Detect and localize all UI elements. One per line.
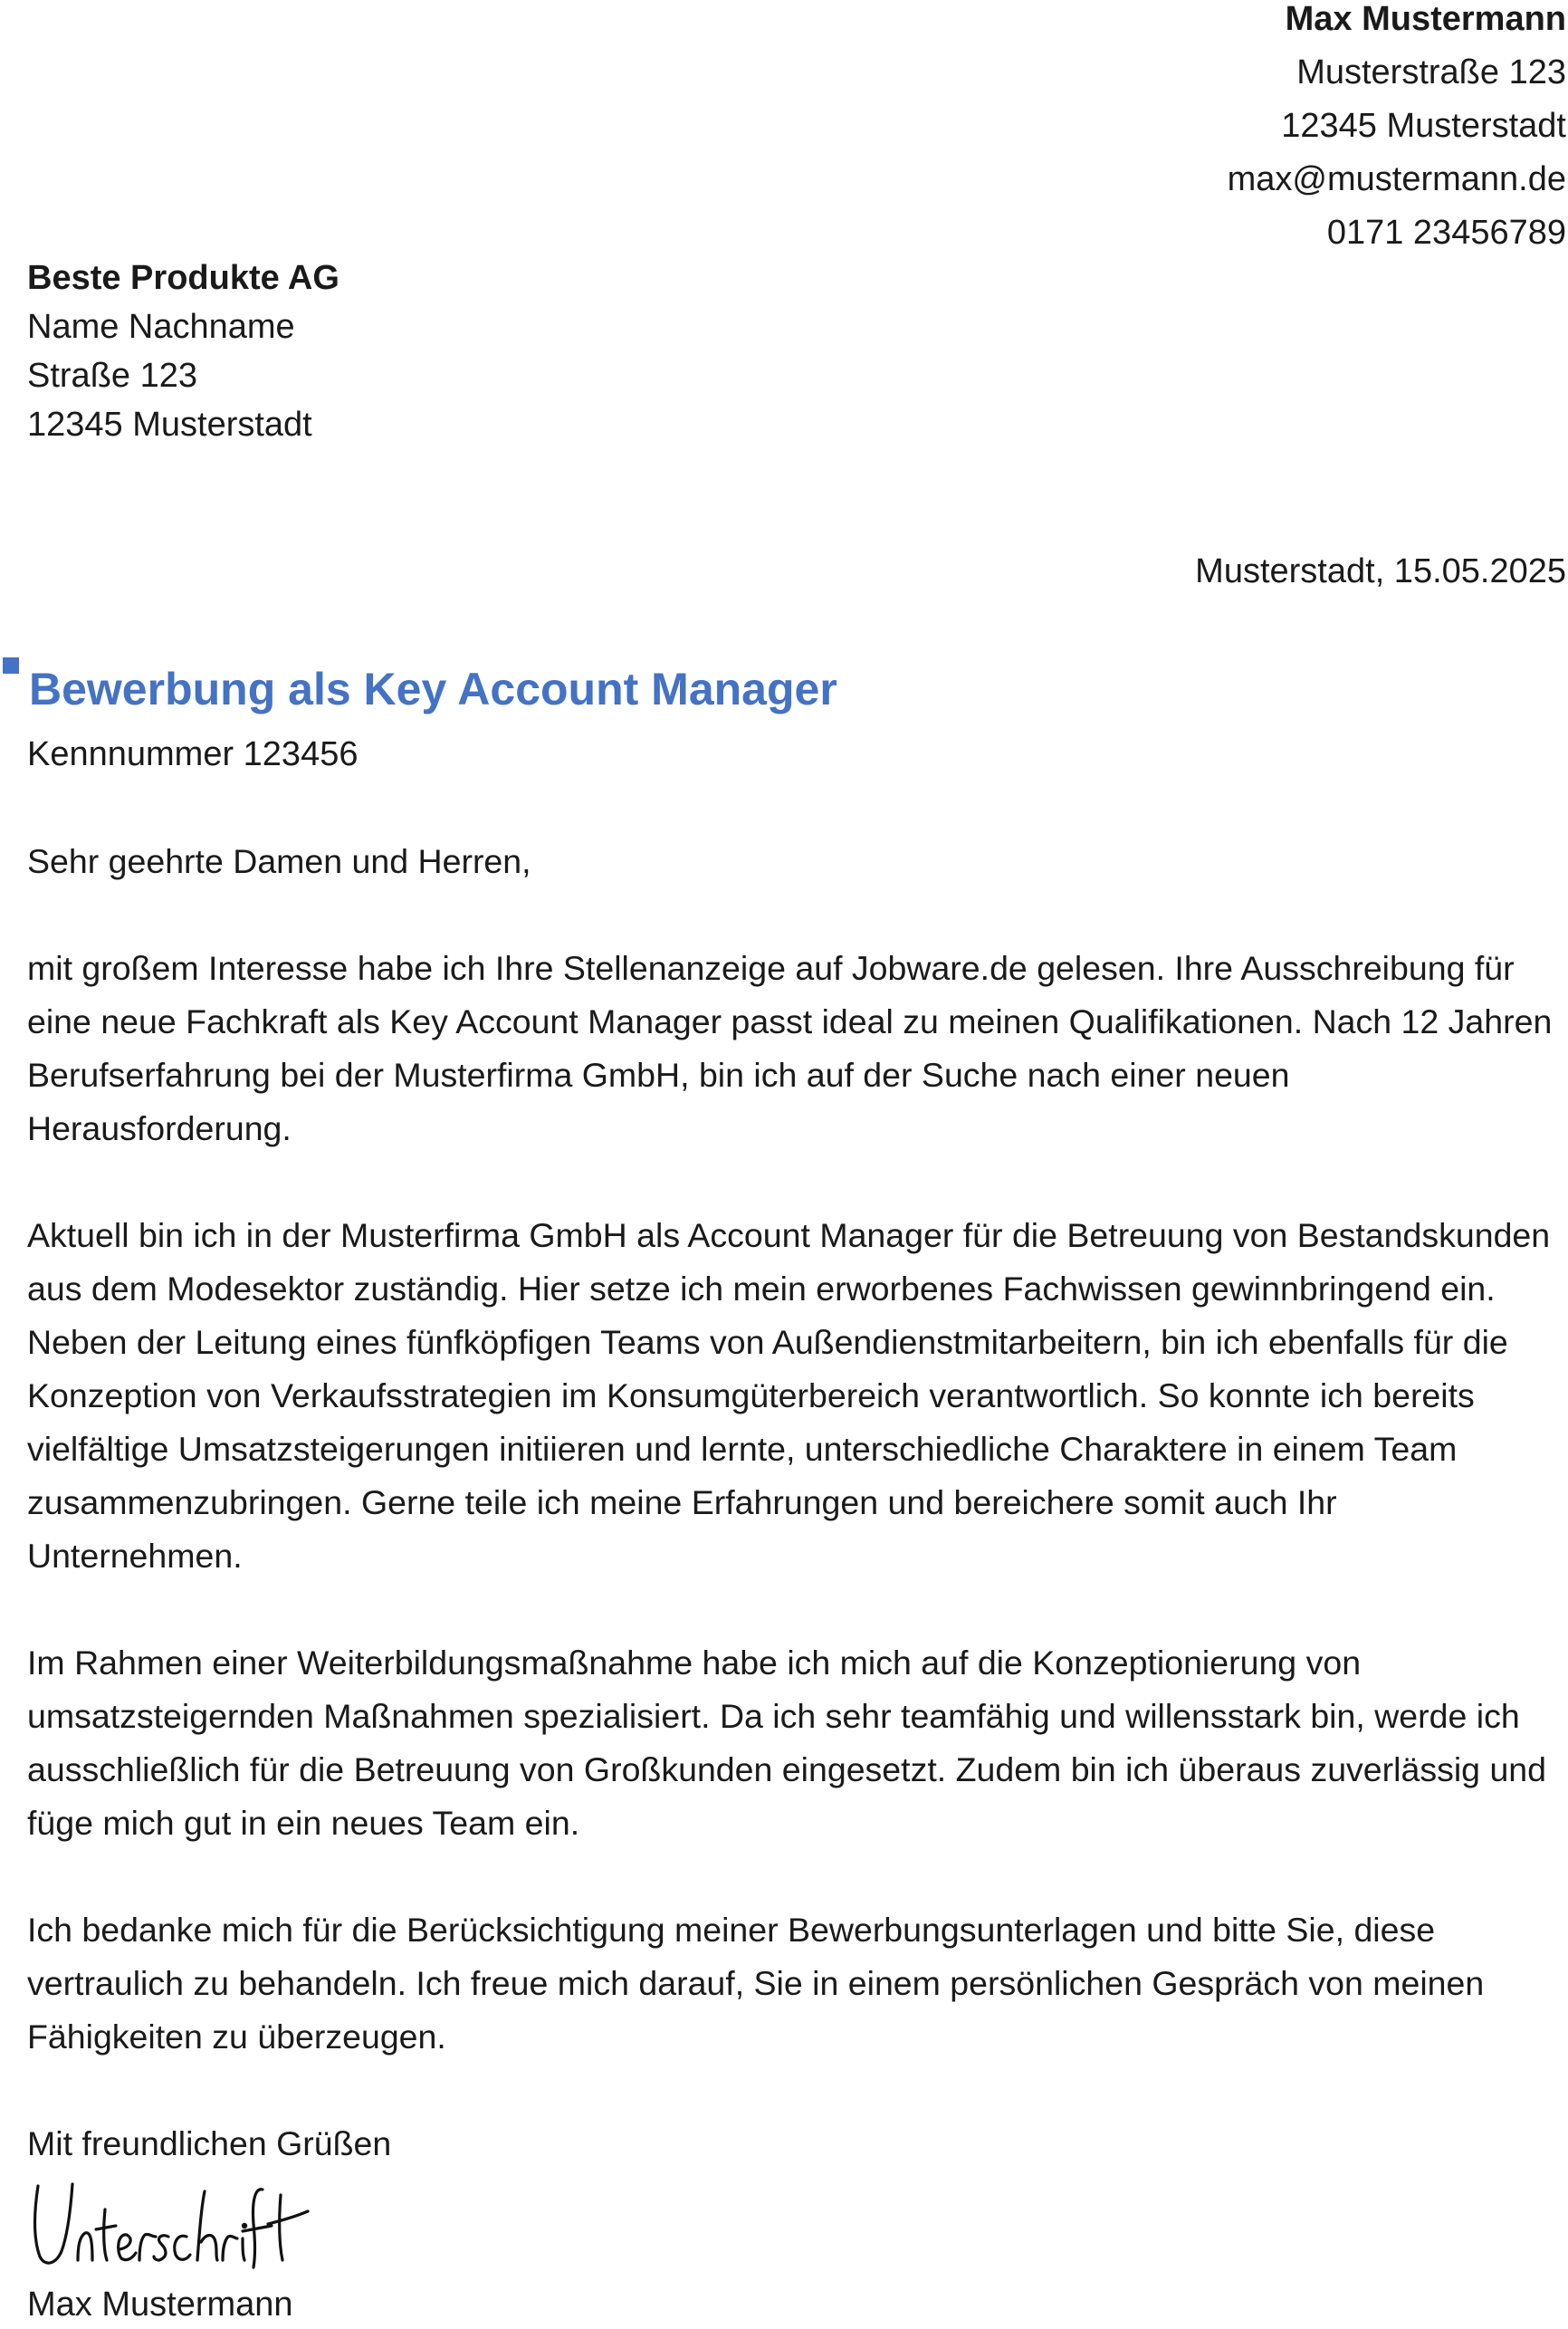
signer-name: Max Mustermann	[27, 2286, 293, 2324]
date-line: Musterstadt, 15.05.2025	[1195, 552, 1566, 590]
sender-city: 12345 Musterstadt	[1281, 107, 1566, 145]
letter-body	[27, 835, 1557, 2224]
recipient-city: 12345 Musterstadt	[27, 406, 312, 444]
heading-accent-marker	[3, 657, 19, 674]
body-paragraph-2: Aktuell bin ich in der Musterfirma GmbH als Account Manager für die Betreuung von Bestandskunden aus dem Modesektor zuständig. Hier setze ich mein erworbenes Fachwissen gewinnbringend ein. Neben der Leitung eines fünfköpfigen Teams von Außendienstmitarbeitern, bin ich ebenfalls für die Konzeption von Verkaufsstrategien im Konsumgüterbereich verantwortlich. So konnte ich bereits vielfältige Umsatzsteigerungen initiieren und lernte, unterschiedliche Charaktere in einem Team zusammenzubringen. Gerne teile ich meine Erfahrungen und bereichere somit auch Ihr Unternehmen.	[27, 1216, 1551, 1575]
recipient-contact: Name Nachname	[27, 308, 295, 346]
sender-street: Musterstraße 123	[1296, 53, 1566, 91]
body-paragraph-1: mit großem Interesse habe ich Ihre Stellenanzeige auf Jobware.de gelesen. Ihre Ausschreibung für eine neue Fachkraft als Key Account Manager passt ideal zu meinen Qualifikationen. Nach 12 Jahren Berufserfahrung bei der Musterfirma GmbH, bin ich auf der Suche nach einer neuen Herausforderung.	[27, 949, 1553, 1147]
handwritten-signature	[31, 2173, 320, 2273]
closing: Mit freundlichen Grüßen	[27, 2124, 392, 2162]
sender-email: max@mustermann.de	[1227, 160, 1566, 198]
body-paragraph-4: Ich bedanke mich für die Berücksichtigung meiner Bewerbungsunterlagen und bitte Sie, diese vertraulich zu behandeln. Ich freue mich darauf, Sie in einem persönlichen Gespräch von meinen Fähigkeiten zu überzeugen.	[27, 1911, 1485, 2056]
recipient-address-block	[27, 254, 339, 449]
subject-heading: Bewerbung als Key Account Manager	[29, 664, 837, 714]
sender-address-block	[1228, 0, 1566, 260]
body-paragraph-3: Im Rahmen einer Weiterbildungsmaßnahme habe ich mich auf die Konzeptionierung von umsatzsteigernden Maßnahmen spezialisiert. Da ich sehr teamfähig und willensstark bin, werde ich ausschließlich für die Betreuung von Großkunden eingesetzt. Zudem bin ich überaus zuverlässig und füge mich gut in ein neues Team ein.	[27, 1644, 1547, 1842]
sender-name: Max Mustermann	[1285, 0, 1566, 38]
recipient-company: Beste Produkte AG	[27, 259, 339, 297]
reference-number: Kennnummer 123456	[27, 735, 359, 773]
salutation: Sehr geehrte Damen und Herren,	[27, 842, 531, 880]
recipient-street: Straße 123	[27, 357, 197, 395]
sender-phone: 0171 23456789	[1326, 214, 1566, 252]
